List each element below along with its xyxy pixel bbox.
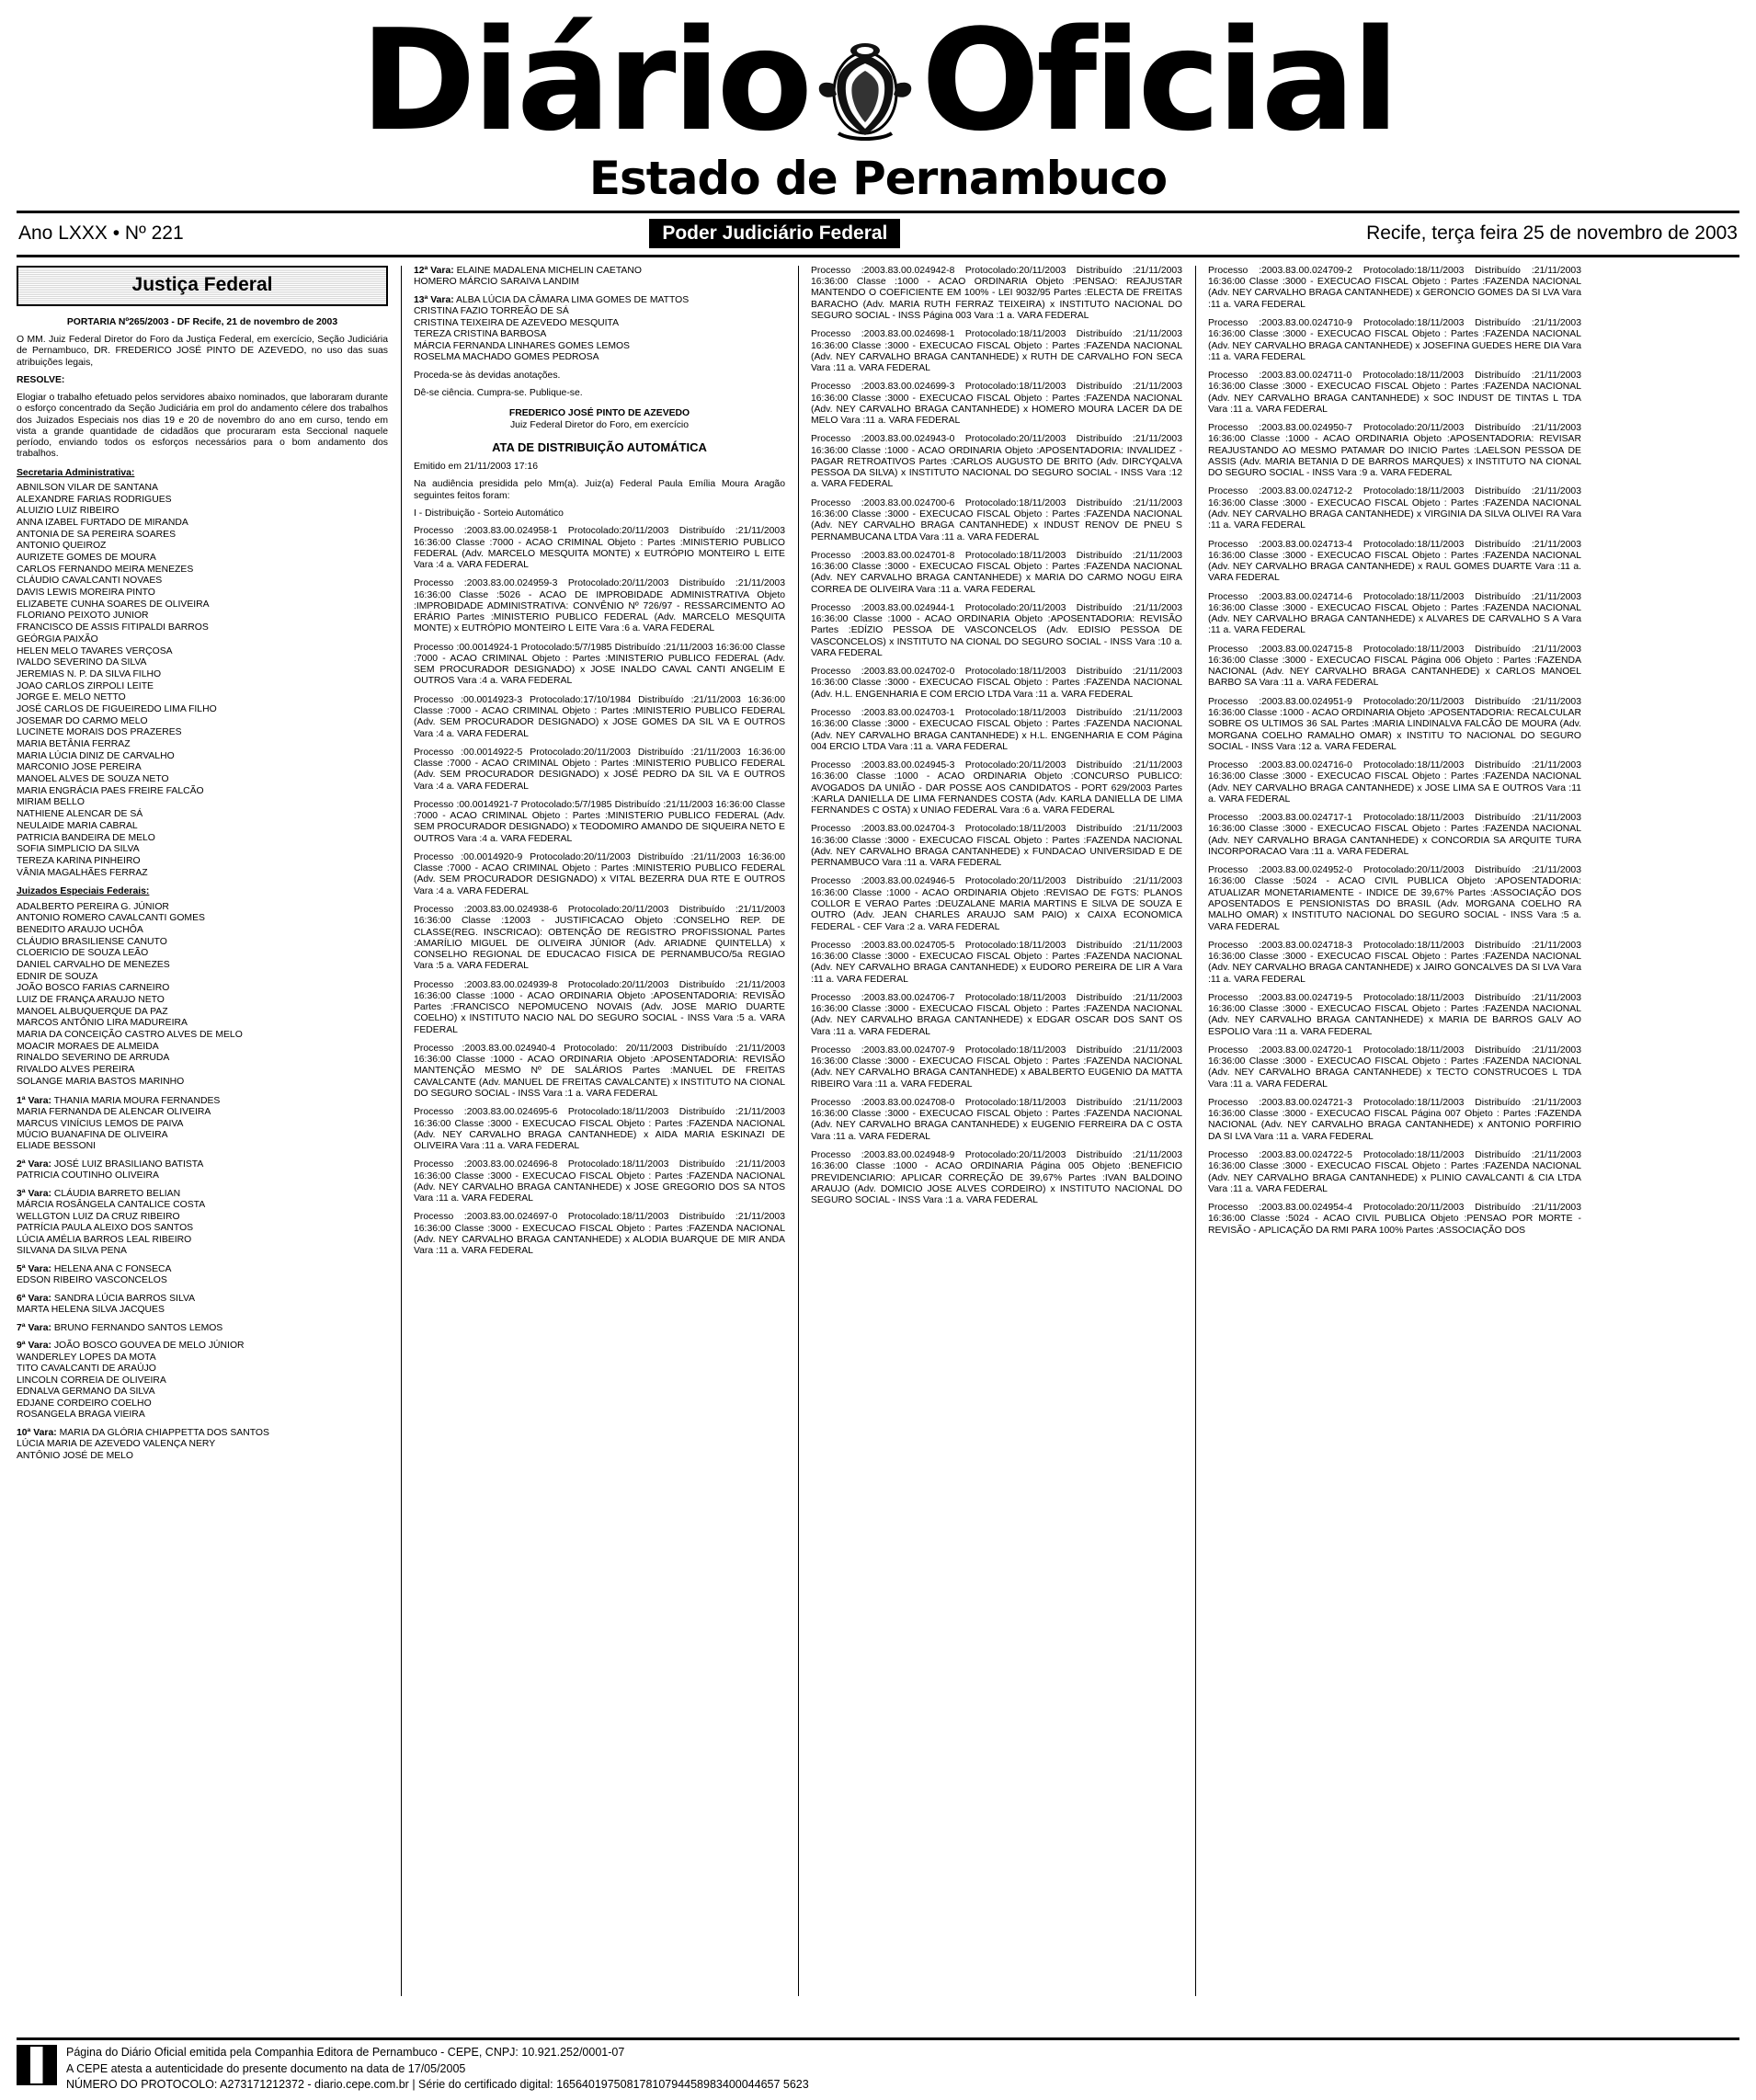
process-entry: Processo :2003.83.00.024711-0 Protocolado:18/11/2003 Distribuído :21/11/2003 16:36:00 Classe :3000 - EXECUCAO FISCAL Objeto : Partes :FAZENDA NACIONAL (Adv. NEY CARVALHO BRAGA CANTANHEDE) x SOC INDUST DE TINTAS L TDA Vara :11 a. VARA FEDERAL [1208, 371, 1581, 415]
process-entry: Processo :2003.83.00.024718-3 Protocolado:18/11/2003 Distribuído :21/11/2003 16:36:00 Classe :3000 - EXECUCAO FISCAL Objeto : Partes :FAZENDA NACIONAL (Adv. NEY CARVALHO BRAGA CANTANHEDE) x JAIRO GONCALVES DA SI LVA Vara :11 a. VARA FEDERAL [1208, 940, 1581, 985]
list-item: MARCOS ANTÔNIO LIRA MADUREIRA [17, 1018, 188, 1029]
portaria-title [17, 317, 388, 328]
vara-label: 9ª Vara: [17, 1341, 51, 1352]
masthead [17, 0, 1739, 205]
list-item: PATRICIA COUTINHO OLIVEIRA [17, 1170, 159, 1181]
process-entry: Processo :2003.83.00.024704-3 Protocolado:18/11/2003 Distribuído :21/11/2003 16:36:00 Classe :3000 - EXECUCAO FISCAL Objeto : Partes :FAZENDA NACIONAL (Adv. NEY CARVALHO BRAGA CANTANHEDE) x FUNDACAO UNIVERSIDAD E DE PERNAMBUCO Vara :11 a. VARA FEDERAL [811, 824, 1182, 869]
list-item: EDJANE CORDEIRO COELHO [17, 1398, 152, 1409]
process-entry: Processo :2003.83.00.024939-8 Protocolado:20/11/2003 Distribuído :21/11/2003 16:36:00 Classe :1000 - ACAO ORDINARIA Objeto :APOSENTADORIA: REVISÃO Partes :FRANCISCO NEPOMUCENO NOVAIS (Adv. JOSE MARIO DUARTE COELHO) x INSTITUTO NACIO NAL DO SEGURO SOCIAL - INSS Vara :5 a. VARA FEDERAL [414, 979, 785, 1035]
process-entry: Processo :2003.83.00.024699-3 Protocolado:18/11/2003 Distribuído :21/11/2003 16:36:00 Classe :3000 - EXECUCAO FISCAL Objeto : Partes :FAZENDA NACIONAL (Adv. NEY CARVALHO BRAGA CANTANHEDE) x HOMERO MOURA LACER DA DE MELO Vara :11 a. VARA FEDERAL [811, 382, 1182, 427]
footer-line-3: NÚMERO DO PROTOCOLO: A273171212372 - diario.cepe.com.br | Série do certificado digital: 16564019750817810794458983400044657 5623 [66, 2077, 809, 2091]
vara-line [17, 1323, 388, 1334]
process-entry: Processo :2003.83.00.024719-5 Protocolado:18/11/2003 Distribuído :21/11/2003 16:36:00 Classe :3000 - EXECUCAO FISCAL Objeto : Partes :FAZENDA NACIONAL (Adv. NEY CARVALHO BRAGA CANTANHEDE) x MARIA DE BARROS GALV AO ESPOLIO Vara :11 a. VARA FEDERAL [1208, 992, 1581, 1037]
list-item: ELIADE BESSONI [17, 1141, 97, 1152]
list-item: ANTONIO QUEIROZ [17, 541, 107, 552]
signature-block [414, 408, 785, 431]
vara-line [17, 1159, 388, 1170]
list-item: SILVANA DA SILVA PENA [17, 1246, 127, 1257]
ata-title: ATA DE DISTRIBUIÇÃO AUTOMÁTICA [492, 439, 707, 454]
ata-intro: Na audiência presidida pelo Mm(a). Juiz(a) Federal Paula Emília Moura Aragão seguintes feitos foram: [414, 479, 785, 501]
vara-name: BRUNO FERNANDO SANTOS LEMOS [53, 1322, 223, 1333]
list-item: ROSELMA MACHADO GOMES PEDROSA [414, 352, 599, 363]
vara-group [17, 1189, 388, 1258]
vara-line [414, 266, 785, 277]
list-item: ALUIZIO LUIZ RIBEIRO [17, 506, 120, 517]
masthead-subtitle: Estado de Pernambuco [588, 151, 1168, 205]
issue-date: Recife, terça feira 25 de novembro de 2003 [1366, 222, 1738, 244]
section-header-justica-federal: Justiça Federal [17, 266, 388, 306]
coat-of-arms-icon [815, 32, 916, 143]
signature-role: Juiz Federal Diretor do Foro, em exercício [509, 419, 690, 430]
vara-label: 5ª Vara: [17, 1263, 51, 1274]
process-entry: Processo :2003.83.00.024959-3 Protocolado:20/11/2003 Distribuído :21/11/2003 16:36:00 Classe :5026 - ACAO DE IMPROBIDADE ADMINISTRATIVA Objeto :IMPROBIDADE ADMINISTRATIVA: CONVÊNIO Nº 726/97 - RESSARCIMENTO AO ERÁRIO Partes :MINISTERIO PUBLICO FEDERAL (Adv. MARCELO MESQUITA MONTE) x EUTRÓPIO MONTEIRO L EITE Vara :6 a. VARA FEDERAL [414, 578, 785, 634]
list-item: LÚCIA MARIA DE AZEVEDO VALENÇA NERY [17, 1439, 216, 1450]
list-item: ANTÔNIO JOSÉ DE MELO [17, 1450, 134, 1461]
list-item: HOMERO MÁRCIO SARAIVA LANDIM [414, 277, 579, 288]
vara-group [17, 1294, 388, 1317]
process-entry: Processo :2003.83.00.024702-0 Protocolado:18/11/2003 Distribuído :21/11/2003 16:36:00 Classe :3000 - EXECUCAO FISCAL Objeto : Partes :FAZENDA NACIONAL (Adv. H.L. ENGENHARIA E COM ERCIO LTDA Vara :11 a. VARA FEDERAL [811, 667, 1182, 700]
vara-name: CLÁUDIA BARRETO BELIAN [53, 1188, 181, 1199]
list-item: MARCUS VINÍCIUS LEMOS DE PAIVA [17, 1118, 184, 1129]
list-item: JOAO CARLOS ZIRPOLI LEITE [17, 680, 154, 691]
portaria-title-text: PORTARIA Nº265/2003 - DF Recife, 21 de novembro de 2003 [66, 316, 338, 327]
process-entry: Processo :2003.83.00.024716-0 Protocolado:18/11/2003 Distribuído :21/11/2003 16:36:00 Classe :3000 - EXECUCAO FISCAL Objeto : Partes :FAZENDA NACIONAL (Adv. NEY CARVALHO BRAGA CANTANHEDE) x JOSE LIMA SA E OUTROS Vara :11 a. VARA FEDERAL [1208, 760, 1581, 805]
process-entry: Processo :2003.83.00.024940-4 Protocolado: 20/11/2003 Distribuído :21/11/2003 16:36:00 Classe :1000 - ACAO ORDINARIA Objeto :APOSENTADORIA: REVISÃO MANTENÇÃO MESMO Nº DE SALÁRIOS Partes :MANUEL DE FREITAS CAVALCANTE (Adv. MANUEL DE FREITAS CAVALCANTE) x INSTITUTO NA CIONAL DO SEGURO SOCIAL - INSS Vara :1 a. VARA FEDERAL [414, 1043, 785, 1099]
list-item: MARIA FERNANDA DE ALENCAR OLIVEIRA [17, 1107, 211, 1118]
process-entry: Processo :2003.83.00.024710-9 Protocolado:18/11/2003 Distribuído :21/11/2003 16:36:00 Classe :3000 - EXECUCAO FISCAL Objeto : Partes :FAZENDA NACIONAL (Adv. NEY CARVALHO BRAGA CANTANHEDE) x JOSEFINA GUEDES HERE DIA Vara :11 a. VARA FEDERAL [1208, 318, 1581, 362]
list-item: MARIA DA CONCEIÇÃO CASTRO ALVES DE MELO [17, 1030, 243, 1041]
signature-name: FREDERICO JOSÉ PINTO DE AZEVEDO [508, 408, 690, 419]
list-item: ELIZABETE CUNHA SOARES DE OLIVEIRA [17, 599, 210, 610]
process-entry: Processo :2003.83.00.024946-5 Protocolado:20/11/2003 Distribuído :21/11/2003 16:36:00 Classe :1000 - ACAO ORDINARIA Objeto :REVISAO DE FGTS: PLANOS COLLOR E VERAO Partes :DEUZALANE MARIA MARTINS E SILVA DE SOUZA E OUTRO (Adv. JEAN CHARLES ARAUJO SAM PAIO) x CAIXA ECONOMICA FEDERAL - CEF Vara :2 a. VARA FEDERAL [811, 876, 1182, 932]
process-entry: Processo :2003.83.00.024721-3 Protocolado:18/11/2003 Distribuído :21/11/2003 16:36:00 Classe :3000 - EXECUCAO FISCAL Página 007 Objeto : Partes :FAZENDA NACIONAL (Adv. NEY CARVALHO BRAGA CANTANHEDE) x ANTONIO PORFIRIO DA SI LVA Vara :11 a. VARA FEDERAL [1208, 1097, 1581, 1142]
process-entry: Processo :2003.83.00.024696-8 Protocolado:18/11/2003 Distribuído :21/11/2003 16:36:00 Classe :3000 - EXECUCAO FISCAL Objeto : Partes :FAZENDA NACIONAL (Adv. NEY CARVALHO BRAGA CANTANHEDE) x JOSE GREGORIO DOS SA NTOS Vara :11 a. VARA FEDERAL [414, 1159, 785, 1204]
vara-label: 3ª Vara: [17, 1188, 51, 1199]
column-3 [798, 266, 1182, 1996]
list-item: IVALDO SEVERINO DA SILVA [17, 657, 147, 668]
process-entry: Processo :2003.83.00.024945-3 Protocolado:20/11/2003 Distribuído :21/11/2003 16:36:00 Classe :1000 - ACAO ORDINARIA Objeto :CONCURSO PUBLICO: AVOGADOS DA UNIÃO - DAR POSSE AOS CANDIDATOS - PORT 629/2003 Partes :KARLA DANIELLA DE LIMA FERNANDES COSTA (Adv. KARLA DANIELLA DE LIMA FERNANDES C OSTA) x UNIAO FEDERAL Vara :6 a. VARA FEDERAL [811, 760, 1182, 816]
list-item: GEÓRGIA PAIXÃO [17, 633, 98, 645]
process-entry: Processo :2003.83.00.024948-9 Protocolado:20/11/2003 Distribuído :21/11/2003 16:36:00 Classe :1000 - ACAO ORDINARIA Página 005 Objeto :BENEFICIO PREVIDENCIARIO: APLICAR CORREÇÃO DE 39,67% Partes :IVAN BALDOINO ARAUJO (Adv. DOMICIO JOSE ALVES CORDEIRO) x INSTITUTO NACIONAL DO SEGURO SOCIAL - INSS Vara :1 a. VARA FEDERAL [811, 1150, 1182, 1206]
list-item: MANOEL ALVES DE SOUZA NETO [17, 774, 169, 785]
process-entry: Processo :2003.83.00.024697-0 Protocolado:18/11/2003 Distribuído :21/11/2003 16:36:00 Classe :3000 - EXECUCAO FISCAL Objeto : Partes :FAZENDA NACIONAL (Adv. NEY CARVALHO BRAGA CANTANHEDE) x ALODIA BUARQUE DE MIR ANDA Vara :11 a. VARA FEDERAL [414, 1212, 785, 1257]
list-item: WELLGTON LUIZ DA CRUZ RIBEIRO [17, 1211, 180, 1222]
vara-name: ELAINE MADALENA MICHELIN CAETANO [456, 265, 642, 276]
vara-label: 7ª Vara: [17, 1322, 51, 1333]
vara-group [17, 1159, 388, 1182]
list-item: ANTONIO ROMERO CAVALCANTI GOMES [17, 913, 205, 924]
vara-line [17, 1189, 388, 1200]
list-item: MARIA ENGRÁCIA PAES FREIRE FALCÃO [17, 785, 204, 796]
list-item: MÚCIO BUANAFINA DE OLIVEIRA [17, 1130, 168, 1140]
vara-name: THANIA MARIA MOURA FERNANDES [53, 1095, 221, 1106]
process-entry: Processo :2003.83.00.024701-8 Protocolado:18/11/2003 Distribuído :21/11/2003 16:36:00 Classe :3000 - EXECUCAO FISCAL Objeto : Partes :FAZENDA NACIONAL (Adv. NEY CARVALHO BRAGA CANTANHEDE) x MARIA DO CARMO NOGU EIRA CORREA DE OLIVEIRA Vara :11 a. VARA FEDERAL [811, 550, 1182, 595]
process-entry: Processo :2003.83.00.024958-1 Protocolado:20/11/2003 Distribuído :21/11/2003 16:36:00 Classe :7000 - ACAO CRIMINAL Objeto : Partes :MINISTERIO PUBLICO FEDERAL (Adv. MARCELO MESQUITA MONTE) x EUTRÓPIO MONTEIRO L EITE Vara :4 a. VARA FEDERAL [414, 526, 785, 571]
group2-names [17, 902, 388, 1089]
list-item: MÁRCIA ROSÂNGELA CANTALICE COSTA [17, 1200, 206, 1211]
vara-line [17, 1294, 388, 1305]
process-entry: Processo :2003.83.00.024938-6 Protocolado:20/11/2003 Distribuído :21/11/2003 16:36:00 Classe :12003 - JUSTIFICACAO Objeto :CONSELHO REP. DE CLASSE(REG. INSCRICAO): OBTENÇÃO DE REGISTRO PROFISSIONAL Partes :AMARÍLIO MIGUEL DE OLIVEIRA JÚNIOR (Adv. ARIADNE QUINTELLA) x CONSELHO REGIONAL DE EDUCACAO FISICA DE PERNAMBUCO/5a REGIAO Vara :5 a. VARA FEDERAL [414, 904, 785, 972]
list-item: BENEDITO ARAUJO UCHÔA [17, 924, 143, 935]
vara-group [414, 295, 785, 364]
process-entry: Processo :2003.83.00.024708-0 Protocolado:18/11/2003 Distribuído :21/11/2003 16:36:00 Classe :3000 - EXECUCAO FISCAL Objeto : Partes :FAZENDA NACIONAL (Adv. NEY CARVALHO BRAGA CANTANHEDE) x EUGENIO FERREIRA DA C OSTA Vara :11 a. VARA FEDERAL [811, 1097, 1182, 1142]
process-entry: Processo :2003.83.00.024717-1 Protocolado:18/11/2003 Distribuído :21/11/2003 16:36:00 Classe :3000 - EXECUCAO FISCAL Objeto : Partes :FAZENDA NACIONAL (Adv. NEY CARVALHO BRAGA CANTANHEDE) x CONCORDIA SA ARQUITE TURA INCORPORACAO Vara :11 a. VARA FEDERAL [1208, 813, 1581, 857]
list-item: CRISTINA FAZIO TORREÃO DE SÁ [414, 306, 569, 317]
vara-name: ALBA LÚCIA DA CÂMARA LIMA GOMES DE MATTOS [456, 294, 690, 305]
masthead-title-right: Oficial [921, 0, 1397, 162]
process-entry: Processo :2003.83.00.024954-4 Protocolado:20/11/2003 Distribuído :21/11/2003 16:36:00 Classe :5024 - ACAO CIVIL PUBLICA Objeto :PENSAO POR MORTE - REVISÃO - APLICAÇÃO DA RMI PARA 100% Partes :ASSOCIAÇÃO DOS [1208, 1203, 1581, 1236]
section-badge: Poder Judiciário Federal [649, 219, 900, 248]
list-item: NATHIENE ALENCAR DE SÁ [17, 809, 143, 820]
list-item: LUIZ DE FRANÇA ARAUJO NETO [17, 995, 165, 1006]
list-item: AURIZETE GOMES DE MOURA [17, 553, 156, 564]
vara-name: HELENA ANA C FONSECA [53, 1263, 172, 1274]
process-entry: Processo :2003.83.00.024950-7 Protocolado:20/11/2003 Distribuído :21/11/2003 16:36:00 Classe :1000 - ACAO ORDINARIA Objeto :APOSENTADORIA: REVISAR REAJUSTANDO AO MESMO PATAMAR DO INICIO Partes :LAELSON PESSOA DE ASSIS (Adv. MARIA BETANIA D DE BARROS MARQUES) x INSTITUTO NA CIONAL DO SEGURO SOCIAL - INSS Vara :9 a. VARA FEDERAL [1208, 423, 1581, 479]
list-item: CLÁUDIO CAVALCANTI NOVAES [17, 576, 163, 587]
list-item: ABNILSON VILAR DE SANTANA [17, 482, 158, 493]
list-item: CRISTINA TEIXEIRA DE AZEVEDO MESQUITA [414, 317, 620, 328]
vara-line [17, 1428, 388, 1439]
list-item: DANIEL CARVALHO DE MENEZES [17, 959, 170, 970]
process-entry: Processo :2003.83.00.024722-5 Protocolado:18/11/2003 Distribuído :21/11/2003 16:36:00 Classe :3000 - EXECUCAO FISCAL Objeto : Partes :FAZENDA NACIONAL (Adv. NEY CARVALHO BRAGA CANTANHEDE) x PLINIO CAVALCANTI & CIA LTDA Vara :11 a. VARA FEDERAL [1208, 1150, 1581, 1194]
list-item: MIRIAM BELLO [17, 797, 85, 808]
process-entry: Processo :2003.83.00.024695-6 Protocolado:18/11/2003 Distribuído :21/11/2003 16:36:00 Classe :3000 - EXECUCAO FISCAL Objeto : Partes :FAZENDA NACIONAL (Adv. NEY CARVALHO BRAGA CANTANHEDE) x AIDA MARIA ESKINAZI DE OLIVEIRA Vara :11 a. VARA FEDERAL [414, 1107, 785, 1152]
vara-group [414, 266, 785, 289]
list-item: MARTA HELENA SILVA JACQUES [17, 1305, 165, 1316]
process-entry: Processo :2003.83.00.024942-8 Protocolado:20/11/2003 Distribuído :21/11/2003 16:36:00 Classe :1000 - ACAO ORDINARIA Objeto :PENSAO: REAJUSTAR MANTENDO O COEFICIENTE EM 100% - LEI 9032/95 Partes :ELECTA DE FREITAS BARACHO (Adv. MARIA RUTH FERRAZ TEIXEIRA) x INSTITUTO NACIONAL DO SEGURO SOCIAL - INSS Página 003 Vara :1 a. VARA FEDERAL [811, 265, 1182, 322]
vara-line [17, 1341, 388, 1352]
footer-line-2: A CEPE atesta a autenticidade do presente documento na data de 17/05/2005 [66, 2061, 466, 2075]
list-item: JOSÉ CARLOS DE FIGUEIREDO LIMA FILHO [17, 703, 217, 714]
list-item: PATRÍCIA PAULA ALEIXO DOS SANTOS [17, 1223, 194, 1234]
process-entry: Processo :2003.83.00.024715-8 Protocolado:18/11/2003 Distribuído :21/11/2003 16:36:00 Classe :3000 - EXECUCAO FISCAL Página 006 Objeto : Partes :FAZENDA NACIONAL (Adv. NEY CARVALHO BRAGA CANTANHEDE) x CARLOS MANOEL BARBO SA Vara :11 a. VARA FEDERAL [1208, 644, 1581, 689]
list-item: WANDERLEY LOPES DA MOTA [17, 1352, 156, 1363]
list-item: ROSANGELA BRAGA VIEIRA [17, 1410, 145, 1421]
list-item: MARCONIO JOSE PEREIRA [17, 762, 142, 773]
vara-line [17, 1096, 388, 1107]
list-item: CARLOS FERNANDO MEIRA MENEZES [17, 564, 194, 575]
list-item: TEREZA KARINA PINHEIRO [17, 855, 141, 866]
process-entry: Processo :2003.83.00.024705-5 Protocolado:18/11/2003 Distribuído :21/11/2003 16:36:00 Classe :3000 - EXECUCAO FISCAL Objeto : Partes :FAZENDA NACIONAL (Adv. NEY CARVALHO BRAGA CANTANHEDE) x EUDORO PEREIRA DE LIR A Vara :11 a. VARA FEDERAL [811, 940, 1182, 985]
vara-group [17, 1264, 388, 1287]
list-item: SOFIA SIMPLICIO DA SILVA [17, 844, 140, 855]
vara-name: MARIA DA GLÓRIA CHIAPPETTA DOS SANTOS [59, 1427, 269, 1438]
group1-names [17, 483, 388, 879]
footer-text [66, 2045, 1739, 2093]
vara-group [17, 1341, 388, 1421]
note-anotacoes: Proceda-se às devidas anotações. [414, 370, 561, 381]
vara-name: JOÃO BOSCO GOUVEA DE MELO JÚNIOR [53, 1341, 245, 1352]
list-item: TEREZA CRISTINA BARBOSA [414, 329, 547, 340]
process-entry: Processo :2003.83.00.024700-6 Protocolado:18/11/2003 Distribuído :21/11/2003 16:36:00 Classe :3000 - EXECUCAO FISCAL Objeto : Partes :FAZENDA NACIONAL (Adv. NEY CARVALHO BRAGA CANTANHEDE) x INDUST RENOV DE PNEU S PERNAMBUCANA LTDA Vara :11 a. VARA FEDERAL [811, 497, 1182, 542]
list-item: MOACIR MORAES DE ALMEIDA [17, 1041, 159, 1052]
vara-group [17, 1323, 388, 1334]
vara-label: 1ª Vara: [17, 1095, 51, 1106]
list-item: CLOERICIO DE SOUZA LEÃO [17, 948, 149, 959]
process-entry: Processo :2003.83.00.024709-2 Protocolado:18/11/2003 Distribuído :21/11/2003 16:36:00 Classe :3000 - EXECUCAO FISCAL Objeto : Partes :FAZENDA NACIONAL (Adv. NEY CARVALHO BRAGA CANTANHEDE) x GERONCIO GOMES DA SI LVA Vara :11 a. VARA FEDERAL [1208, 265, 1581, 310]
process-entry: Processo :2003.83.00.024944-1 Protocolado:20/11/2003 Distribuído :21/11/2003 16:36:00 Classe :1000 - ACAO ORDINARIA Objeto :APOSENTADORIA: REVISÃO Partes :EDÍZIO PESSOA DE VASCONCELOS (Adv. EDISIO PESSOA DE VASCONCELOS) x INSTITUTO NA CIONAL DO SEGURO SOCIAL - INSS Vara :10 a. VARA FEDERAL [811, 602, 1182, 658]
list-item: MARIA LÚCIA DINIZ DE CARVALHO [17, 750, 175, 761]
list-item: MARIA BETÂNIA FERRAZ [17, 739, 131, 750]
vara-name: SANDRA LÚCIA BARROS SILVA [53, 1293, 196, 1304]
vara-label: 10ª Vara: [17, 1427, 57, 1438]
process-entry: Processo :2003.83.00.024713-4 Protocolado:18/11/2003 Distribuído :21/11/2003 16:36:00 Classe :3000 - EXECUCAO FISCAL Objeto : Partes :FAZENDA NACIONAL (Adv. NEY CARVALHO BRAGA CANTANHEDE) x RAUL GOMES DUARTE Vara :11 a. VARA FEDERAL [1208, 539, 1581, 584]
vara-line [414, 295, 785, 306]
list-item: FRANCISCO DE ASSIS FITIPALDI BARROS [17, 622, 209, 633]
barcode-icon [17, 2045, 57, 2085]
list-item: DAVIS LEWIS MOREIRA PINTO [17, 588, 155, 599]
list-item: EDSON RIBEIRO VASCONCELOS [17, 1275, 167, 1286]
group1-label: Secretaria Administrativa: [17, 467, 135, 478]
vara-label: 13ª Vara: [414, 294, 454, 305]
vara-group [17, 1096, 388, 1153]
vara-label: 12ª Vara: [414, 265, 454, 276]
vara-label: 2ª Vara: [17, 1158, 51, 1170]
process-entry: Processo :2003.83.00.024952-0 Protocolado:20/11/2003 Distribuído :21/11/2003 16:36:00 Classe :5024 - ACAO CIVIL PUBLICA Objeto :APOSENTADORIA: ATUALIZAR MONETARIAMENTE - INDICE DE 39,67% Partes :ASSOCIAÇÃO DOS APOSENTADOS E PENSIONISTAS DO BRASIL (Adv. MORGANA COELHO RA MALHO OMAR) x INSTITUTO NACIONAL DO SEGURO SOCIAL - INSS Vara :5 a. VARA FEDERAL [1208, 865, 1581, 932]
list-item: MÁRCIA FERNANDA LINHARES GOMES LEMOS [414, 340, 630, 351]
list-item: RIVALDO ALVES PEREIRA [17, 1065, 135, 1076]
process-entry: Processo :2003.83.00.024720-1 Protocolado:18/11/2003 Distribuído :21/11/2003 16:36:00 Classe :3000 - EXECUCAO FISCAL Objeto : Partes :FAZENDA NACIONAL (Adv. NEY CARVALHO BRAGA CANTANHEDE) x TECTO CONSTRUCOES L TDA Vara :11 a. VARA FEDERAL [1208, 1044, 1581, 1090]
process-entry: Processo :2003.83.00.024951-9 Protocolado:20/11/2003 Distribuído :21/11/2003 16:36:00 Classe :1000 - ACAO ORDINARIA Objeto :APOSENTADORIA: RECALCULAR SOBRE OS ULTIMOS 36 SAL Partes :MARIA LINDINALVA FALCÃO DE MOURA (Adv. MORGANA COELHO RAMALHO OMAR) x INSTITU TO NACIONAL DO SEGURO SOCIAL - INSS Vara :12 a. VARA FEDERAL [1208, 696, 1581, 752]
vara-name: JOSÉ LUIZ BRASILIANO BATISTA [53, 1158, 204, 1170]
process-entry: Processo :2003.83.00.024714-6 Protocolado:18/11/2003 Distribuído :21/11/2003 16:36:00 Classe :3000 - EXECUCAO FISCAL Objeto : Partes :FAZENDA NACIONAL (Adv. NEY CARVALHO BRAGA CANTANHEDE) x ALVARES DE CARVALHO S A Vara :11 a. VARA FEDERAL [1208, 591, 1581, 636]
process-entry: Processo :00.0014922-5 Protocolado:20/11/2003 Distribuído :21/11/2003 16:36:00 Classe :7000 - ACAO CRIMINAL Objeto : Partes :MINISTERIO PUBLICO FEDERAL (Adv. SEM PROCURADOR DESIGNADO) x JOSÉ PEDRO DA SIL VA E OUTROS Vara :4 a. VARA FEDERAL [414, 747, 785, 792]
process-entry: Processo :00.0014921-7 Protocolado:5/7/1985 Distribuído :21/11/2003 16:36:00 Classe :7000 - ACAO CRIMINAL Objeto : Partes :MINISTERIO PUBLICO FEDERAL (Adv. SEM PROCURADOR DESIGNADO) x TEODOMIRO AMANDO DE SIQUEIRA NETO E OUTROS Vara :4 a. VARA FEDERAL [414, 799, 785, 844]
list-item: MANOEL ALBUQUERQUE DA PAZ [17, 1006, 168, 1017]
list-item: RINALDO SEVERINO DE ARRUDA [17, 1053, 170, 1064]
note-ciencia: Dê-se ciência. Cumpra-se. Publique-se. [414, 388, 583, 399]
process-entry: Processo :2003.83.00.024698-1 Protocolado:18/11/2003 Distribuído :21/11/2003 16:36:00 Classe :3000 - EXECUCAO FISCAL Objeto : Partes :FAZENDA NACIONAL (Adv. NEY CARVALHO BRAGA CANTANHEDE) x RUTH DE CARVALHO FON SECA Vara :11 a. VARA FEDERAL [811, 329, 1182, 374]
list-item: EDNALVA GERMANO DA SILVA [17, 1387, 155, 1398]
list-item: JEREMIAS N. P. DA SILVA FILHO [17, 668, 162, 679]
vara-line [17, 1264, 388, 1275]
resolve-label-text: RESOLVE: [17, 374, 65, 385]
masthead-title-left: Diário [359, 0, 809, 162]
ata-item-distribuicao: I - Distribuição - Sorteio Automático [414, 508, 564, 519]
resolve-text: Elogiar o trabalho efetuado pelos servidores abaixo nominados, que laboraram durante o esforço concentrado da Seção Judiciária em prol do andamento célere dos trabalhos dos Juizados Especiais nos dias 19 e 20 de novembro do ano em curso, tendo em vista a grande quantidade de cidadãos que procuraram esta Seccional naquele período, enviando todos os esforços necessários para o bom andamento dos trabalhos. [17, 393, 388, 460]
list-item: CLÁUDIO BRASILIENSE CANUTO [17, 936, 167, 947]
process-entry: Processo :2003.83.00.024703-1 Protocolado:18/11/2003 Distribuído :21/11/2003 16:36:00 Classe :3000 - EXECUCAO FISCAL Objeto : Partes :FAZENDA NACIONAL (Adv. NEY CARVALHO BRAGA CANTANHEDE) x H.L. ENGENHARIA E COM Página 004 ERCIO LTDA Vara :11 a. VARA FEDERAL [811, 707, 1182, 752]
list-item: ANTONIA DE SA PEREIRA SOARES [17, 529, 177, 540]
process-entry: Processo :2003.83.00.024706-7 Protocolado:18/11/2003 Distribuído :21/11/2003 16:36:00 Classe :3000 - EXECUCAO FISCAL Objeto : Partes :FAZENDA NACIONAL (Adv. NEY CARVALHO BRAGA CANTANHEDE) x EDGAR OSCAR DOS SANT OS Vara :11 a. VARA FEDERAL [811, 992, 1182, 1037]
process-entry: Processo :00.0014920-9 Protocolado:20/11/2003 Distribuído :21/11/2003 16:36:00 Classe :7000 - ACAO CRIMINAL Objeto : Partes :MINISTERIO PUBLICO FEDERAL (Adv. SEM PROCURADOR DESIGNADO) x VITAL BEZERRA DUA RTE E OUTROS Vara :4 a. VARA FEDERAL [414, 851, 785, 896]
process-entry: Processo :2003.83.00.024712-2 Protocolado:18/11/2003 Distribuído :21/11/2003 16:36:00 Classe :3000 - EXECUCAO FISCAL Objeto : Partes :FAZENDA NACIONAL (Adv. NEY CARVALHO BRAGA CANTANHEDE) x VIRGINIA DA SILVA OLIVEI RA Vara :11 a. VARA FEDERAL [1208, 486, 1581, 531]
ata-emitted: Emitido em 21/11/2003 17:16 [414, 462, 538, 473]
group2-label: Juizados Especiais Federais: [17, 886, 150, 897]
list-item: VÂNIA MAGALHÃES FERRAZ [17, 867, 148, 878]
issue-line [17, 213, 1739, 257]
list-item: FLORIANO PEIXOTO JUNIOR [17, 611, 149, 622]
list-item: LÚCIA AMÉLIA BARROS LEAL RIBEIRO [17, 1234, 192, 1245]
list-item: ANNA IZABEL FURTADO DE MIRANDA [17, 517, 188, 528]
process-entry: Processo :2003.83.00.024943-0 Protocolado:20/11/2003 Distribuído :21/11/2003 16:36:00 Classe :1000 - ACAO ORDINARIA Objeto :APOSENTADORIA: INVALIDEZ - PAGAR RETROATIVOS Partes :CARLOS AUGUSTO DE BRITO (Adv. DIRCYQALVA PESSOA DA SILVA) x INSTITUTO NACIONAL DO SEGURO SOCIAL - INSS Vara :12 a. VARA FEDERAL [811, 434, 1182, 490]
masthead-title [17, 0, 1739, 162]
list-item: ADALBERTO PEREIRA G. JÚNIOR [17, 901, 169, 912]
list-item: PATRICIA BANDEIRA DE MELO [17, 832, 155, 843]
vara-group [17, 1428, 388, 1462]
list-item: ALEXANDRE FARIAS RODRIGUES [17, 494, 172, 505]
list-item: EDNIR DE SOUZA [17, 971, 98, 982]
list-item: JOSEMAR DO CARMO MELO [17, 715, 148, 726]
issue-number: Ano LXXX • Nº 221 [18, 222, 184, 244]
column-container [17, 266, 1739, 1996]
portaria-intro: O MM. Juiz Federal Diretor do Foro da Justiça Federal, em exercício, Seção Judiciária de Pernambuco, DR. FREDERICO JOSÉ PINTO DE AZEVEDO, no uso das suas atribuições legais, [17, 334, 388, 368]
process-entry: Processo :00.0014924-1 Protocolado:5/7/1985 Distribuído :21/11/2003 16:36:00 Classe :7000 - ACAO CRIMINAL Objeto : Partes :MINISTERIO PUBLICO FEDERAL (Adv. SEM PROCURADOR DESIGNADO) x JOSE INALDO CAVAL CANTI ANGELIM E OUTROS Vara :4 a. VARA FEDERAL [414, 642, 785, 687]
vara-label: 6ª Vara: [17, 1293, 51, 1304]
process-entry: Processo :00.0014923-3 Protocolado:17/10/1984 Distribuído :21/11/2003 16:36:00 Classe :7000 - ACAO CRIMINAL Objeto : Partes :MINISTERIO PUBLICO FEDERAL (Adv. SEM PROCURADOR DESIGNADO) x JOSE GOMES DA SIL VA E OUTROS Vara :4 a. VARA FEDERAL [414, 694, 785, 739]
page-footer [17, 2037, 1739, 2093]
list-item: JOÃO BOSCO FARIAS CARNEIRO [17, 983, 170, 994]
resolve-label [17, 375, 388, 386]
list-item: JORGE E. MELO NETTO [17, 692, 126, 703]
list-item: TITO CAVALCANTI DE ARAÚJO [17, 1364, 156, 1375]
column-2 [401, 266, 785, 1996]
footer-line-1: Página do Diário Oficial emitida pela Companhia Editora de Pernambuco - CEPE, CNPJ: 10.921.252/0001-07 [66, 2046, 625, 2060]
list-item: HELEN MELO TAVARES VERÇOSA [17, 645, 173, 656]
list-item: LINCOLN CORREIA DE OLIVEIRA [17, 1375, 166, 1386]
list-item: LUCINETE MORAIS DOS PRAZERES [17, 727, 182, 738]
column-4 [1195, 266, 1581, 1996]
column-1 [17, 266, 388, 1996]
process-entry: Processo :2003.83.00.024707-9 Protocolado:18/11/2003 Distribuído :21/11/2003 16:36:00 Classe :3000 - EXECUCAO FISCAL Objeto : Partes :FAZENDA NACIONAL (Adv. NEY CARVALHO BRAGA CANTANHEDE) x ABALBERTO EUGENIO DA MATTA RIBEIRO Vara :11 a. VARA FEDERAL [811, 1044, 1182, 1090]
list-item: NEULAIDE MARIA CABRAL [17, 820, 138, 831]
list-item: SOLANGE MARIA BASTOS MARINHO [17, 1076, 185, 1087]
